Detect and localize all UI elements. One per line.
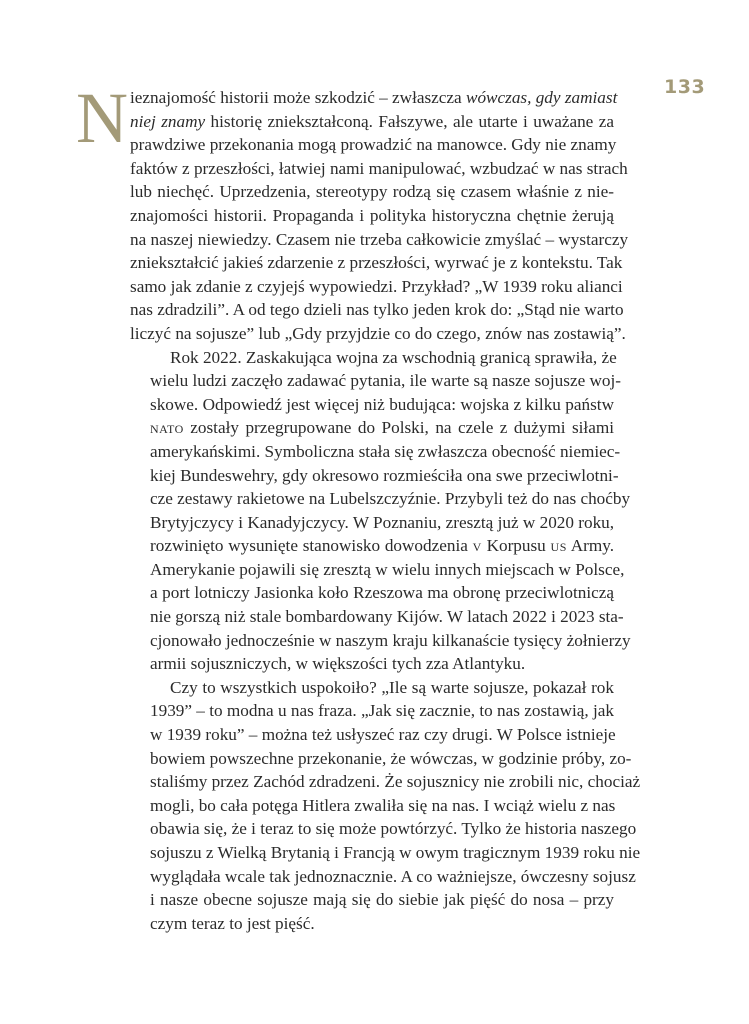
- text-line: liczyć na sojusze” lub „Gdy przyjdzie co do czego, znów nas zostawią”.: [130, 323, 626, 343]
- italic-text: niej znamy: [130, 111, 206, 131]
- text-line: bowiem powszechne przekonanie, że wówczas, w godzinie próby, zo-: [150, 748, 632, 768]
- text-line: Czy to wszystkich uspokoiło? „Ile są warte sojusze, pokazał rok: [170, 677, 614, 697]
- small-caps-text: us: [550, 536, 567, 556]
- small-caps-text: nato: [150, 418, 184, 438]
- text-line: obawia się, że i teraz to się może powtórzyć. Tylko że historia naszego: [150, 819, 637, 839]
- page-number: 133: [664, 76, 706, 98]
- text-line: i nasze obecne sojusze mają się do siebie jak pięść do nosa – przy: [150, 890, 614, 910]
- text-line: cjonowało jednocześnie w naszym kraju kilkanaście tysięcy żołnierzy: [150, 630, 631, 650]
- text-line: na naszej niewiedzy. Czasem nie trzeba całkowicie zmyślać – wystarczy: [130, 229, 629, 249]
- drop-cap: N: [76, 78, 128, 158]
- text-line: mogli, bo cała potęga Hitlera zwaliła się na nas. I wciąż wielu z nas: [150, 795, 616, 815]
- text-line: armii sojuszniczych, w większości tych zza Atlantyku.: [150, 654, 526, 674]
- text-line: lub niechęć. Uprzedzenia, stereotypy rodzą się czasem właśnie z nie-: [130, 182, 614, 202]
- body-text: [76, 78, 641, 935]
- text-line: ieznajomość historii może szkodzić – zwłaszcza wówczas, gdy zamiast: [130, 88, 618, 107]
- text-line: a port lotniczy Jasionka koło Rzeszowa ma obronę przeciwlotniczą: [150, 583, 614, 603]
- text-line: czym teraz to jest pięść.: [150, 913, 315, 933]
- text-line: niej znamy historię zniekształconą. Fałszywe, ale utarte i uważane za: [130, 111, 614, 131]
- text-line: skowe. Odpowiedź jest więcej niż budująca: wojska z kilku państw: [150, 394, 614, 414]
- text-line: wyglądała wcale tak jednoznacznie. A co ważniejsze, ówczesny sojusz: [150, 866, 636, 886]
- text-line: faktów z przeszłości, łatwiej nami manipulować, wzbudzać w nas strach: [130, 158, 628, 178]
- text-line: samo jak zdanie z czyjejś wypowiedzi. Przykład? „W 1939 roku alianci: [130, 276, 623, 296]
- text-line: rozwinięto wysunięte stanowisko dowodzenia v Korpusu us Army.: [150, 536, 614, 556]
- text-line: 1939” – to modna u nas fraza. „Jak się zacznie, to nas zostawią, jak: [150, 701, 614, 721]
- text-line: Amerykanie pojawili się zresztą w wielu innych miejscach w Polsce,: [150, 559, 625, 579]
- small-caps-text: v: [472, 536, 482, 556]
- text-line: w 1939 roku” – można też usłyszeć raz czy drugi. W Polsce istnieje: [150, 725, 616, 745]
- text-line: Brytyjczycy i Kanadyjczycy. W Poznaniu, zresztą już w 2020 roku,: [150, 512, 615, 532]
- text-line: amerykańskimi. Symboliczna stała się zwłaszcza obecność niemiec-: [150, 441, 621, 461]
- text-line: prawdziwe przekonania mogą prowadzić na manowce. Gdy nie znamy: [130, 135, 617, 155]
- italic-text: wówczas, gdy zamiast: [465, 88, 618, 107]
- text-line: wielu ludzi zaczęło zadawać pytania, ile warte są nasze sojusze woj-: [150, 371, 622, 391]
- paragraph-3: [130, 676, 641, 936]
- text-line: staliśmy przez Zachód zdradzeni. Że sojusznicy nie zrobili nic, chociaż: [150, 772, 641, 792]
- text-line: kiej Bundeswehry, gdy okresowo rozmieściła ona swe przeciwlotni-: [150, 465, 619, 485]
- text-line: znajomości historii. Propaganda i polityka historyczna chętnie żerują: [130, 205, 614, 225]
- paragraph-1: [130, 86, 629, 346]
- text-line: nie gorszą niż stale bombardowany Kijów. W latach 2022 i 2023 sta-: [150, 607, 624, 627]
- text-line: nas zdradzili”. A od tego dzieli nas tylko jeden krok do: „Stąd nie warto: [130, 300, 624, 320]
- text-line: cze zestawy rakietowe na Lubelszczyźnie. Przybyli też do nas choćby: [150, 489, 631, 509]
- text-line: Rok 2022. Zaskakująca wojna za wschodnią granicą sprawiła, że: [170, 347, 617, 367]
- text-line: zniekształcić jakieś zdarzenie z przeszłości, wyrwać je z kontekstu. Tak: [130, 253, 623, 273]
- paragraph-2: [130, 346, 631, 676]
- text-line: nato zostały przegrupowane do Polski, na czele z dużymi siłami: [150, 418, 614, 438]
- text-line: sojuszu z Wielką Brytanią i Francją w owym tragicznym 1939 roku nie: [150, 843, 641, 862]
